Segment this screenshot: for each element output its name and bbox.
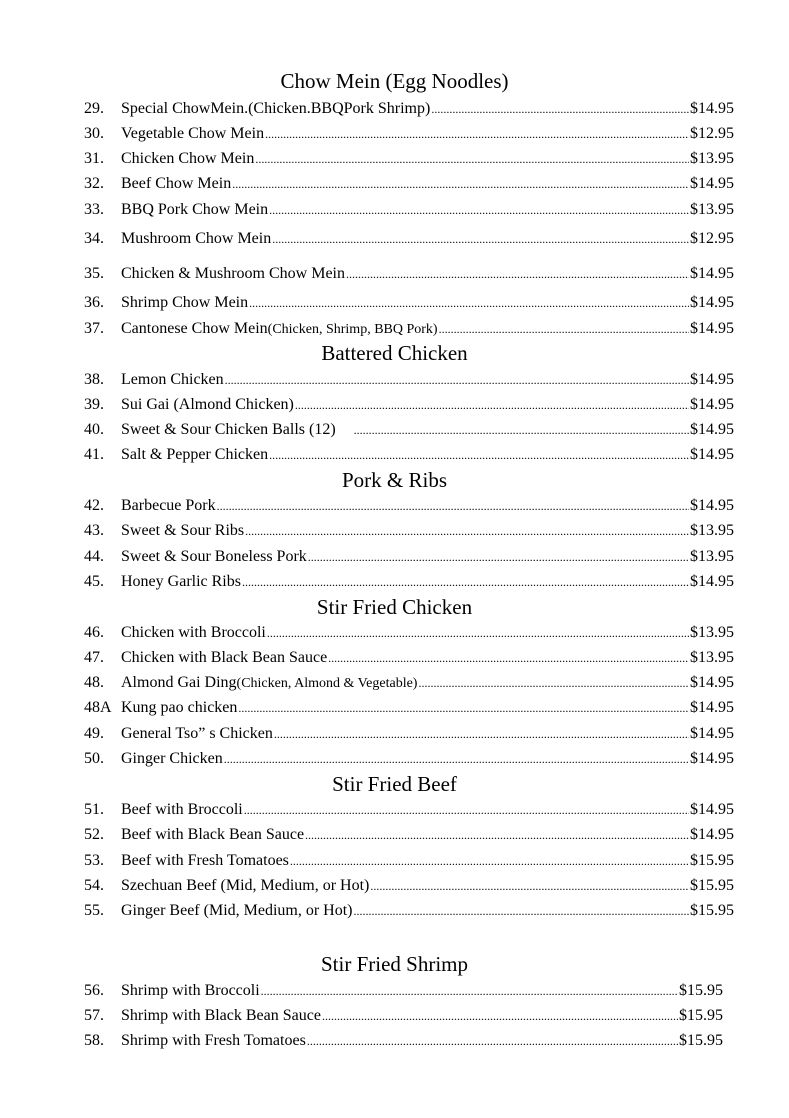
item-name: Sweet & Sour Ribs xyxy=(121,522,245,539)
menu-item xyxy=(84,850,734,872)
dot-leader xyxy=(224,748,689,770)
menu-item xyxy=(84,799,734,821)
item-name: Sweet & Sour Boneless Pork xyxy=(121,548,307,565)
menu-item xyxy=(84,647,734,669)
menu-item xyxy=(84,98,734,120)
item-number: 51. xyxy=(84,801,104,818)
dot-leader xyxy=(261,980,678,1002)
item-name: Cantonese Chow Mein xyxy=(121,320,268,337)
item-price: $12.95 xyxy=(690,230,734,247)
menu-item xyxy=(84,394,734,416)
menu-item xyxy=(84,123,734,145)
menu-item xyxy=(84,173,734,195)
item-name: Szechuan Beef (Mid, Medium, or Hot) xyxy=(121,877,370,894)
item-number: 54. xyxy=(84,877,104,894)
item-name: Chicken Chow Mein xyxy=(121,150,255,167)
dot-leader xyxy=(322,1005,678,1027)
item-name: BBQ Pork Chow Mein xyxy=(121,201,269,218)
menu-item xyxy=(84,875,734,897)
item-name: Special ChowMein.(Chicken.BBQPork Shrimp) xyxy=(121,100,431,117)
item-price: $12.95 xyxy=(690,125,734,142)
menu-item xyxy=(84,571,734,593)
item-number: 43. xyxy=(84,522,104,539)
item-price: $14.95 xyxy=(690,497,734,514)
item-number: 42. xyxy=(84,497,104,514)
item-number: 40. xyxy=(84,421,104,438)
dot-leader xyxy=(274,723,689,745)
item-price: $14.95 xyxy=(690,826,734,843)
item-name: General Tso” s Chicken xyxy=(121,725,273,742)
item-number: 55. xyxy=(84,902,104,919)
menu-item xyxy=(84,263,734,285)
item-name: Honey Garlic Ribs xyxy=(121,573,241,590)
section-title-battered-chicken: Battered Chicken xyxy=(321,341,468,365)
menu-item xyxy=(84,369,734,391)
item-name: Beef Chow Mein xyxy=(121,175,232,192)
item-price: $14.95 xyxy=(690,265,734,282)
item-price: $14.95 xyxy=(690,446,734,463)
item-number: 58. xyxy=(84,1032,104,1049)
item-price: $13.95 xyxy=(690,522,734,539)
item-number: 31. xyxy=(84,150,104,167)
section-title-stir-fried-beef: Stir Fried Beef xyxy=(332,772,457,796)
item-price: $15.95 xyxy=(690,877,734,894)
item-price: $14.95 xyxy=(690,573,734,590)
menu-item xyxy=(84,444,734,466)
dot-leader xyxy=(232,173,689,195)
dot-leader xyxy=(370,875,689,897)
item-number: 48A xyxy=(84,699,112,716)
item-number: 34. xyxy=(84,230,104,247)
dot-leader xyxy=(272,228,689,250)
section-title-chow-mein: Chow Mein (Egg Noodles) xyxy=(280,69,509,93)
dot-leader xyxy=(245,520,689,542)
item-name: Chicken with Broccoli xyxy=(121,624,266,641)
item-number: 52. xyxy=(84,826,104,843)
item-price: $13.95 xyxy=(690,201,734,218)
item-price: $13.95 xyxy=(690,548,734,565)
item-price: $14.95 xyxy=(690,396,734,413)
item-name: Ginger Chicken xyxy=(121,750,223,767)
section-title-stir-fried-shrimp: Stir Fried Shrimp xyxy=(320,952,468,976)
dot-leader xyxy=(242,571,689,593)
dot-leader xyxy=(225,369,689,391)
dot-leader xyxy=(354,900,689,922)
item-number: 53. xyxy=(84,852,104,869)
item-price: $14.95 xyxy=(690,100,734,117)
item-number: 30. xyxy=(84,125,104,142)
item-number: 37. xyxy=(84,320,104,337)
item-price: $15.95 xyxy=(690,852,734,869)
dot-leader xyxy=(267,622,689,644)
item-number: 44. xyxy=(84,548,104,565)
item-name: Beef with Black Bean Sauce xyxy=(121,826,305,843)
dot-leader xyxy=(290,850,689,872)
item-price: $15.95 xyxy=(690,902,734,919)
item-name: Beef with Fresh Tomatoes xyxy=(121,852,289,869)
item-price: $13.95 xyxy=(690,150,734,167)
menu-item xyxy=(84,419,734,441)
dot-leader xyxy=(238,697,689,719)
item-name: Mushroom Chow Mein xyxy=(121,230,272,247)
menu-item xyxy=(84,748,734,770)
item-name: Chicken & Mushroom Chow Mein xyxy=(121,265,345,282)
item-price: $14.95 xyxy=(690,175,734,192)
dot-leader xyxy=(418,672,689,694)
item-name: Shrimp with Broccoli xyxy=(121,982,260,999)
menu-item xyxy=(84,292,734,314)
item-note: (Chicken, Shrimp, BBQ Pork) xyxy=(267,322,438,337)
item-price: $14.95 xyxy=(690,674,734,691)
item-price: $15.95 xyxy=(679,1007,723,1024)
item-number: 32. xyxy=(84,175,104,192)
item-number: 39. xyxy=(84,396,104,413)
dot-leader xyxy=(354,419,689,441)
menu-item xyxy=(84,672,734,694)
item-price: $14.95 xyxy=(690,320,734,337)
item-number: 57. xyxy=(84,1007,104,1024)
item-price: $14.95 xyxy=(690,421,734,438)
item-price: $13.95 xyxy=(690,649,734,666)
menu-item xyxy=(84,723,734,745)
menu-item xyxy=(84,1030,723,1052)
item-name: Lemon Chicken xyxy=(121,371,224,388)
item-number: 33. xyxy=(84,201,104,218)
item-number: 49. xyxy=(84,725,104,742)
menu-item xyxy=(84,1005,723,1027)
dot-leader xyxy=(346,263,689,285)
dot-leader xyxy=(307,1030,678,1052)
dot-leader xyxy=(431,98,689,120)
dot-leader xyxy=(249,292,689,314)
item-price: $14.95 xyxy=(690,801,734,818)
menu-item xyxy=(84,318,734,340)
item-name: Beef with Broccoli xyxy=(121,801,243,818)
dot-leader xyxy=(269,199,689,221)
menu-item xyxy=(84,199,734,221)
item-number: 41. xyxy=(84,446,104,463)
item-name: Vegetable Chow Mein xyxy=(121,125,265,142)
menu-item xyxy=(84,228,734,250)
dot-leader xyxy=(439,318,689,340)
dot-leader xyxy=(295,394,689,416)
menu-item xyxy=(84,546,734,568)
item-note: (Chicken, Almond & Vegetable) xyxy=(236,676,418,691)
item-number: 50. xyxy=(84,750,104,767)
dot-leader xyxy=(255,148,689,170)
item-name: Chicken with Black Bean Sauce xyxy=(121,649,328,666)
dot-leader xyxy=(244,799,689,821)
item-price: $13.95 xyxy=(690,624,734,641)
item-name: Shrimp Chow Mein xyxy=(121,294,249,311)
item-price: $15.95 xyxy=(679,982,723,999)
item-number: 38. xyxy=(84,371,104,388)
item-name: Shrimp with Fresh Tomatoes xyxy=(121,1032,306,1049)
menu-item xyxy=(84,980,723,1002)
menu-item xyxy=(84,900,734,922)
item-name: Shrimp with Black Bean Sauce xyxy=(121,1007,321,1024)
section-title-pork-ribs: Pork & Ribs xyxy=(341,468,448,492)
item-price: $14.95 xyxy=(690,294,734,311)
dot-leader xyxy=(305,824,689,846)
section-title-stir-fried-chicken: Stir Fried Chicken xyxy=(316,595,473,619)
item-number: 48. xyxy=(84,674,104,691)
menu-item xyxy=(84,697,734,719)
item-price: $14.95 xyxy=(690,699,734,716)
item-number: 47. xyxy=(84,649,104,666)
dot-leader xyxy=(269,444,689,466)
menu-item xyxy=(84,148,734,170)
item-price: $14.95 xyxy=(690,725,734,742)
item-number: 56. xyxy=(84,982,104,999)
item-price: $14.95 xyxy=(690,371,734,388)
item-name: Salt & Pepper Chicken xyxy=(121,446,269,463)
item-name: Almond Gai Ding xyxy=(121,674,237,691)
dot-leader xyxy=(308,546,689,568)
item-name: Ginger Beef (Mid, Medium, or Hot) xyxy=(121,902,353,919)
item-number: 46. xyxy=(84,624,104,641)
menu-item xyxy=(84,824,734,846)
item-price: $15.95 xyxy=(679,1032,723,1049)
item-number: 45. xyxy=(84,573,104,590)
item-number: 36. xyxy=(84,294,104,311)
menu-item xyxy=(84,622,734,644)
menu-item xyxy=(84,495,734,517)
dot-leader xyxy=(265,123,689,145)
item-name: Kung pao chicken xyxy=(121,699,238,716)
menu-item xyxy=(84,520,734,542)
item-name: Barbecue Pork xyxy=(121,497,216,514)
item-name: Sui Gai (Almond Chicken) xyxy=(121,396,294,413)
item-number: 29. xyxy=(84,100,104,117)
dot-leader xyxy=(328,647,689,669)
item-number: 35. xyxy=(84,265,104,282)
dot-leader xyxy=(217,495,689,517)
item-price: $14.95 xyxy=(690,750,734,767)
item-name: Sweet & Sour Chicken Balls (12) xyxy=(121,421,336,438)
